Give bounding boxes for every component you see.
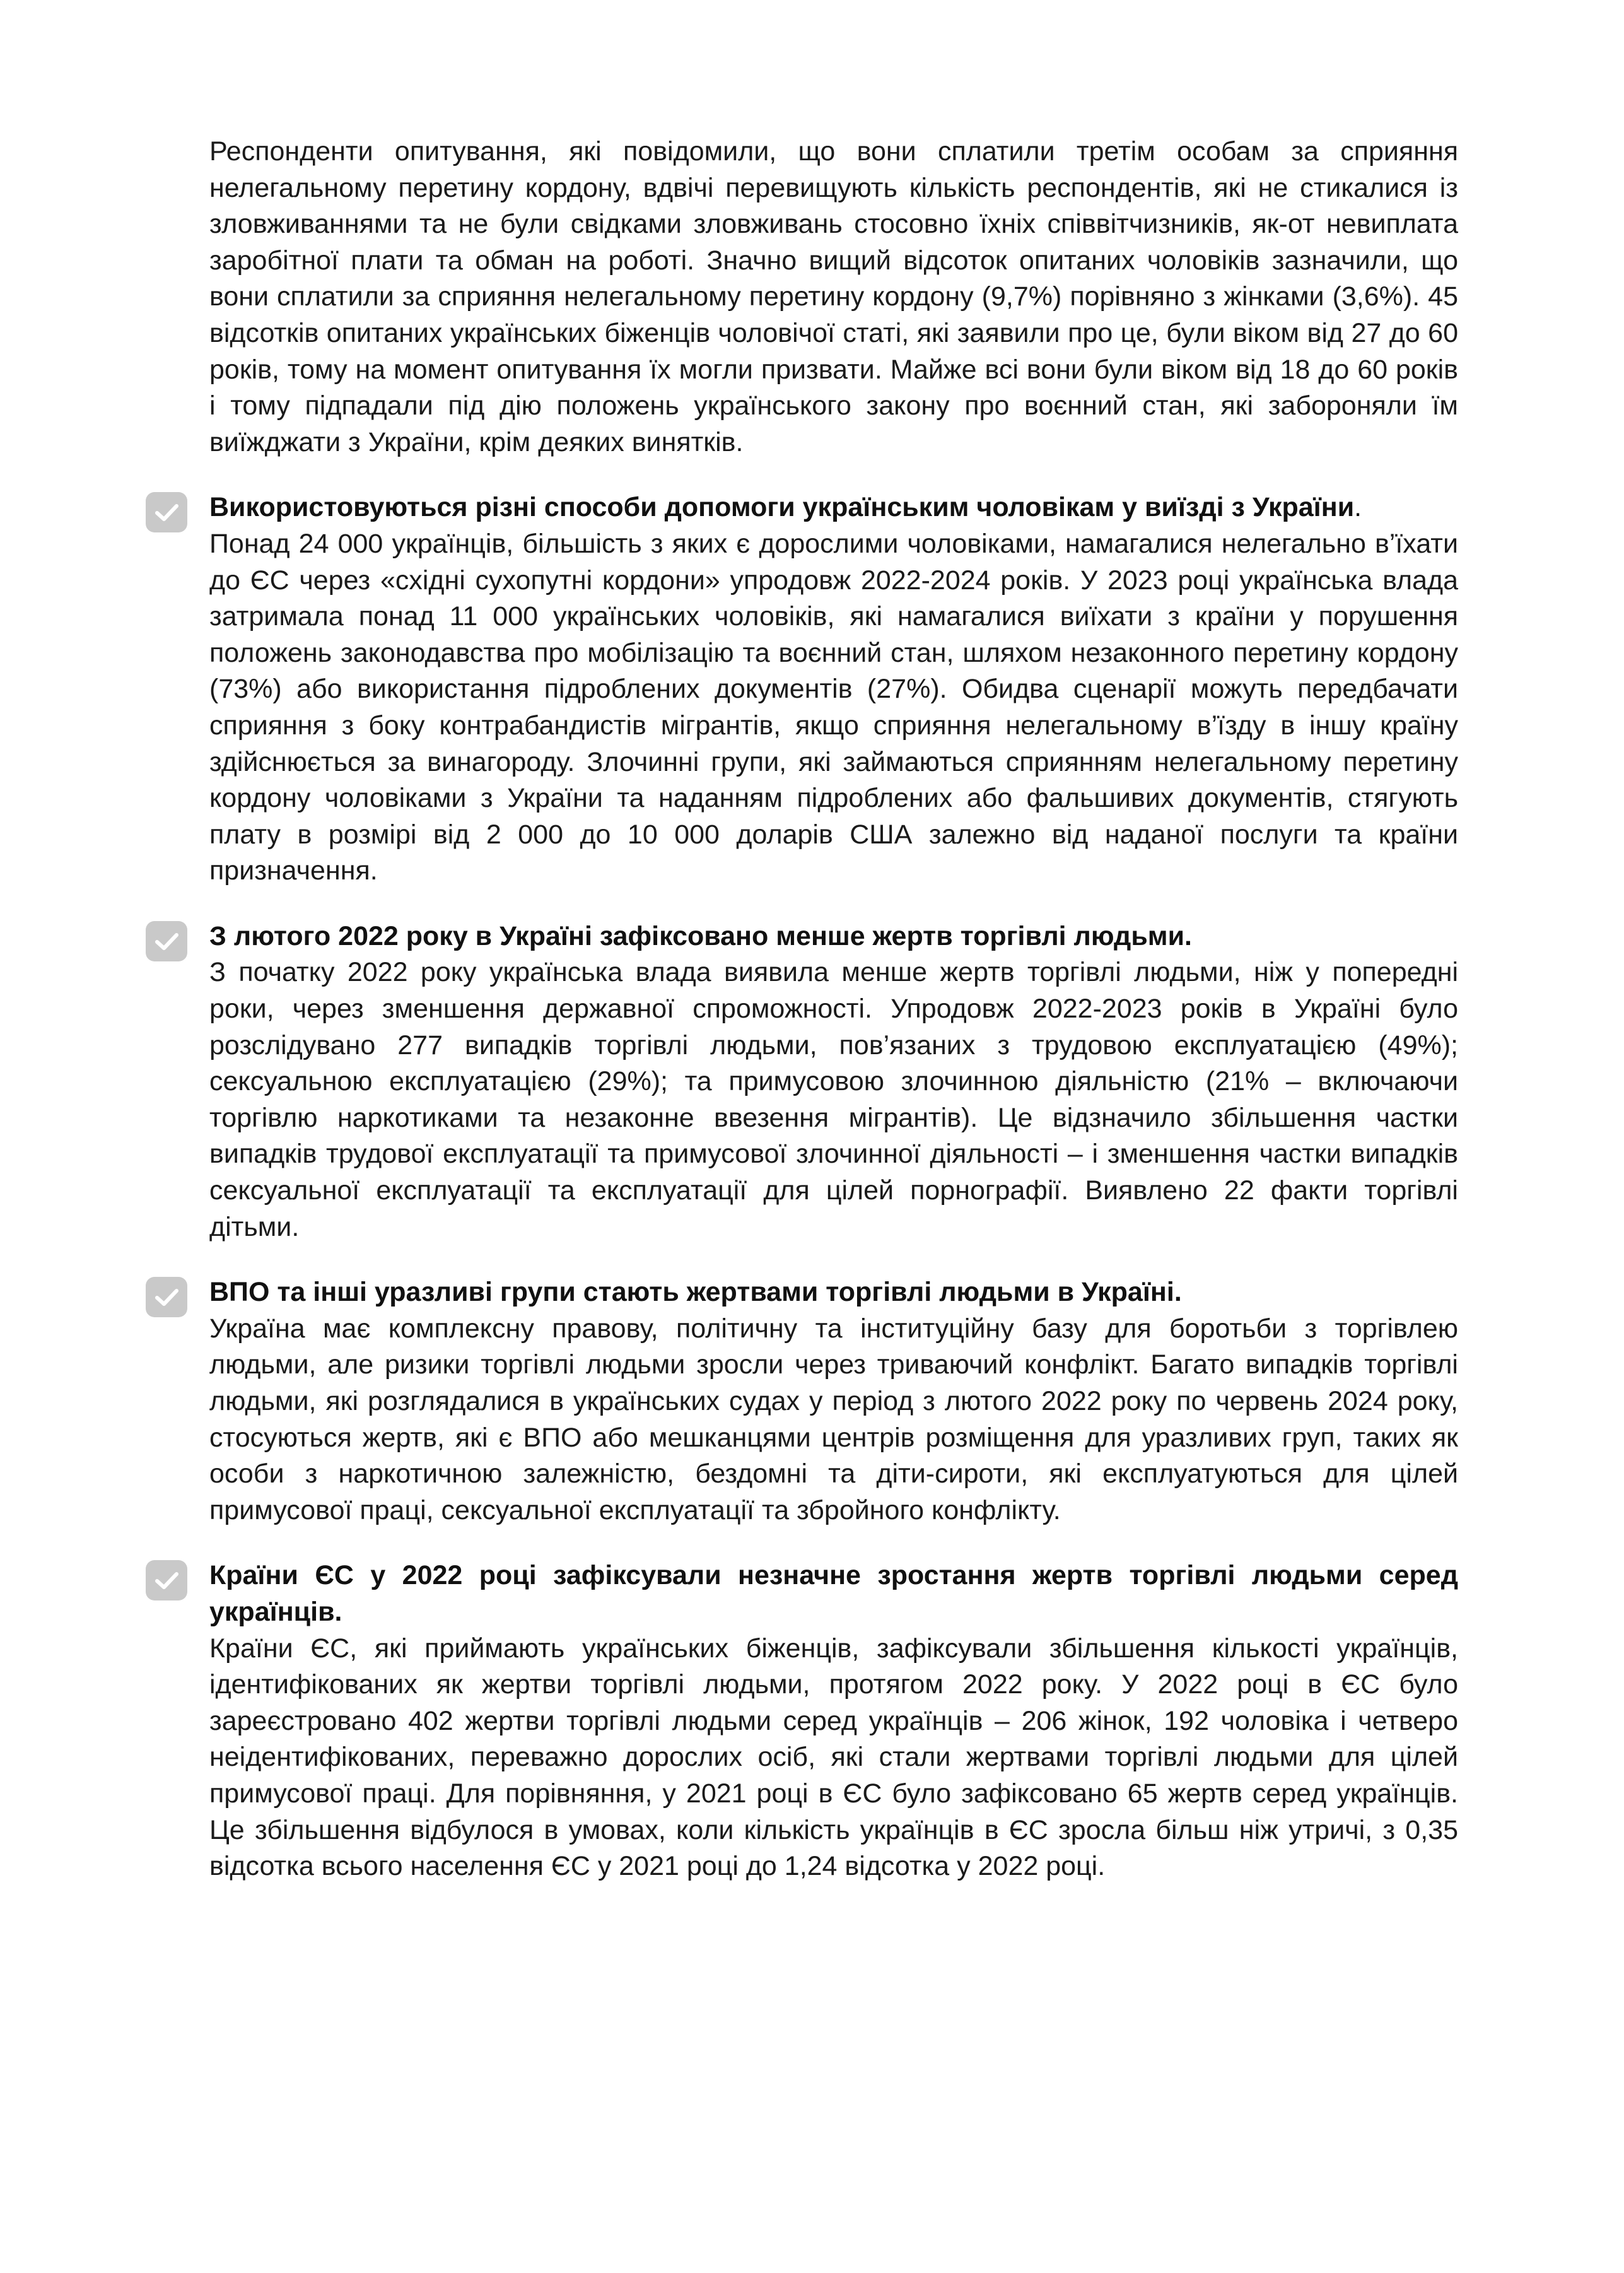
checkmark-icon xyxy=(146,1560,187,1600)
finding-heading: Країни ЄС у 2022 році зафіксували незначне зростання жертв торгівлі людьми серед українців. xyxy=(209,1560,1458,1627)
checkmark-icon xyxy=(146,492,187,532)
finding-section-3 xyxy=(209,1274,1458,1529)
finding-section-2 xyxy=(209,919,1458,1245)
finding-section-4 xyxy=(209,1558,1458,1884)
finding-heading: З лютого 2022 року в Україні зафіксовано менше жертв торгівлі людьми. xyxy=(209,920,1192,951)
finding-body: Понад 24 000 українців, більшість з яких є дорослими чоловіками, намагалися нелегально в’їхати до ЄС через «східні сухопутні кордони» упродовж 2022-2024 років. У 2023 році українська влада затримала понад 11 000 українських чоловіків, які намагалися виїхати з країни у порушення положень законодавства про мобілізацію та воєнний стан, шляхом незаконного перетину кордону (73%) або використання підроблених документів (27%). Обидва сценарії можуть передбачати сприяння з боку контрабандистів мігрантів, якщо сприяння нелегальному в’їзду в іншу країну здійснюється за винагороду. Злочинні групи, які займаються сприянням нелегальному перетину кордону чоловіками з України та наданням підроблених або фальшивих документів, стягують плату в розмірі від 2 000 до 10 000 доларів США залежно від наданої послуги та країни призначення. xyxy=(209,528,1458,886)
checkmark-icon xyxy=(146,1277,187,1317)
intro-paragraph: Респонденти опитування, які повідомили, що вони сплатили третім особам за сприяння нелегальному перетину кордону, вдвічі перевищують кількість респондентів, які не стикалися із зловживаннями та не були свідками зловживань стосовно їхніх співвітчизників, як-от невиплата заробітної плати та обман на роботі. Значно вищий відсоток опитаних чоловіків зазначили, що вони сплатили за сприяння нелегальному перетину кордону (9,7%) порівняно з жінками (3,6%). 45 відсотків опитаних українських біженців чоловічої статі, які заявили про це, були віком від 27 до 60 років, тому на момент опитування їх могли призвати. Майже всі вони були віком від 18 до 60 років і тому підпадали під дію положень українського закону про воєнний стан, які забороняли їм виїжджати з України, крім деяких винятків. xyxy=(209,136,1458,457)
checkmark-icon xyxy=(146,921,187,961)
document-body xyxy=(209,134,1458,1885)
finding-heading: ВПО та інші уразливі групи стають жертвами торгівлі людьми в Україні. xyxy=(209,1277,1182,1308)
finding-heading: Використовуються різні способи допомоги українським чоловікам у виїзді з України. xyxy=(209,492,1362,523)
finding-body: Україна має комплексну правову, політичну та інституційну базу для боротьби з торгівлею людьми, але ризики торгівлі людьми зросли через триваючий конфлікт. Багато випадків торгівлі людьми, які розглядалися в українських судах у період з лютого 2022 року по червень 2024 року, стосуються жертв, які є ВПО або мешканцями центрів розміщення для уразливих груп, таких як особи з наркотичною залежністю, бездомні та діти-сироти, які експлуатуються для цілей примусової праці, сексуальної експлуатації та збройного конфлікту. xyxy=(209,1313,1458,1525)
finding-body: Країни ЄС, які приймають українських біженців, зафіксували збільшення кількості українців, ідентифікованих як жертви торгівлі людьми, протягом 2022 року. У 2022 році в ЄС було зареєстровано 402 жертви торгівлі людьми серед українців – 206 жінок, 192 чоловіка і четверо неідентифікованих, переважно дорослих осіб, які стали жертвами торгівлі людьми для цілей примусової праці. Для порівняння, у 2021 році в ЄС було зафіксовано 65 жертв серед українців. Це збільшення відбулося в умовах, коли кількість українців в ЄС зросла більш ніж утричі, з 0,35 відсотка всього населення ЄС у 2021 році до 1,24 відсотка у 2022 році. xyxy=(209,1633,1458,1882)
finding-section-1 xyxy=(209,490,1458,890)
finding-body: З початку 2022 року українська влада виявила менше жертв торгівлі людьми, ніж у попередні роки, через зменшення державної спроможності. Упродовж 2022-2023 років в Україні було розслідувано 277 випадків торгівлі людьми, пов’язаних з трудовою експлуатацією (49%); сексуальною експлуатацією (29%); та примусовою злочинною діяльністю (21% – включаючи торгівлю наркотиками та незаконне ввезення мігрантів). Це відзначило збільшення частки випадків трудової експлуатації та примусової злочинної діяльності – і зменшення частки випадків сексуальної експлуатації та експлуатації для цілей порнографії. Виявлено 22 факти торгівлі дітьми. xyxy=(209,957,1458,1242)
